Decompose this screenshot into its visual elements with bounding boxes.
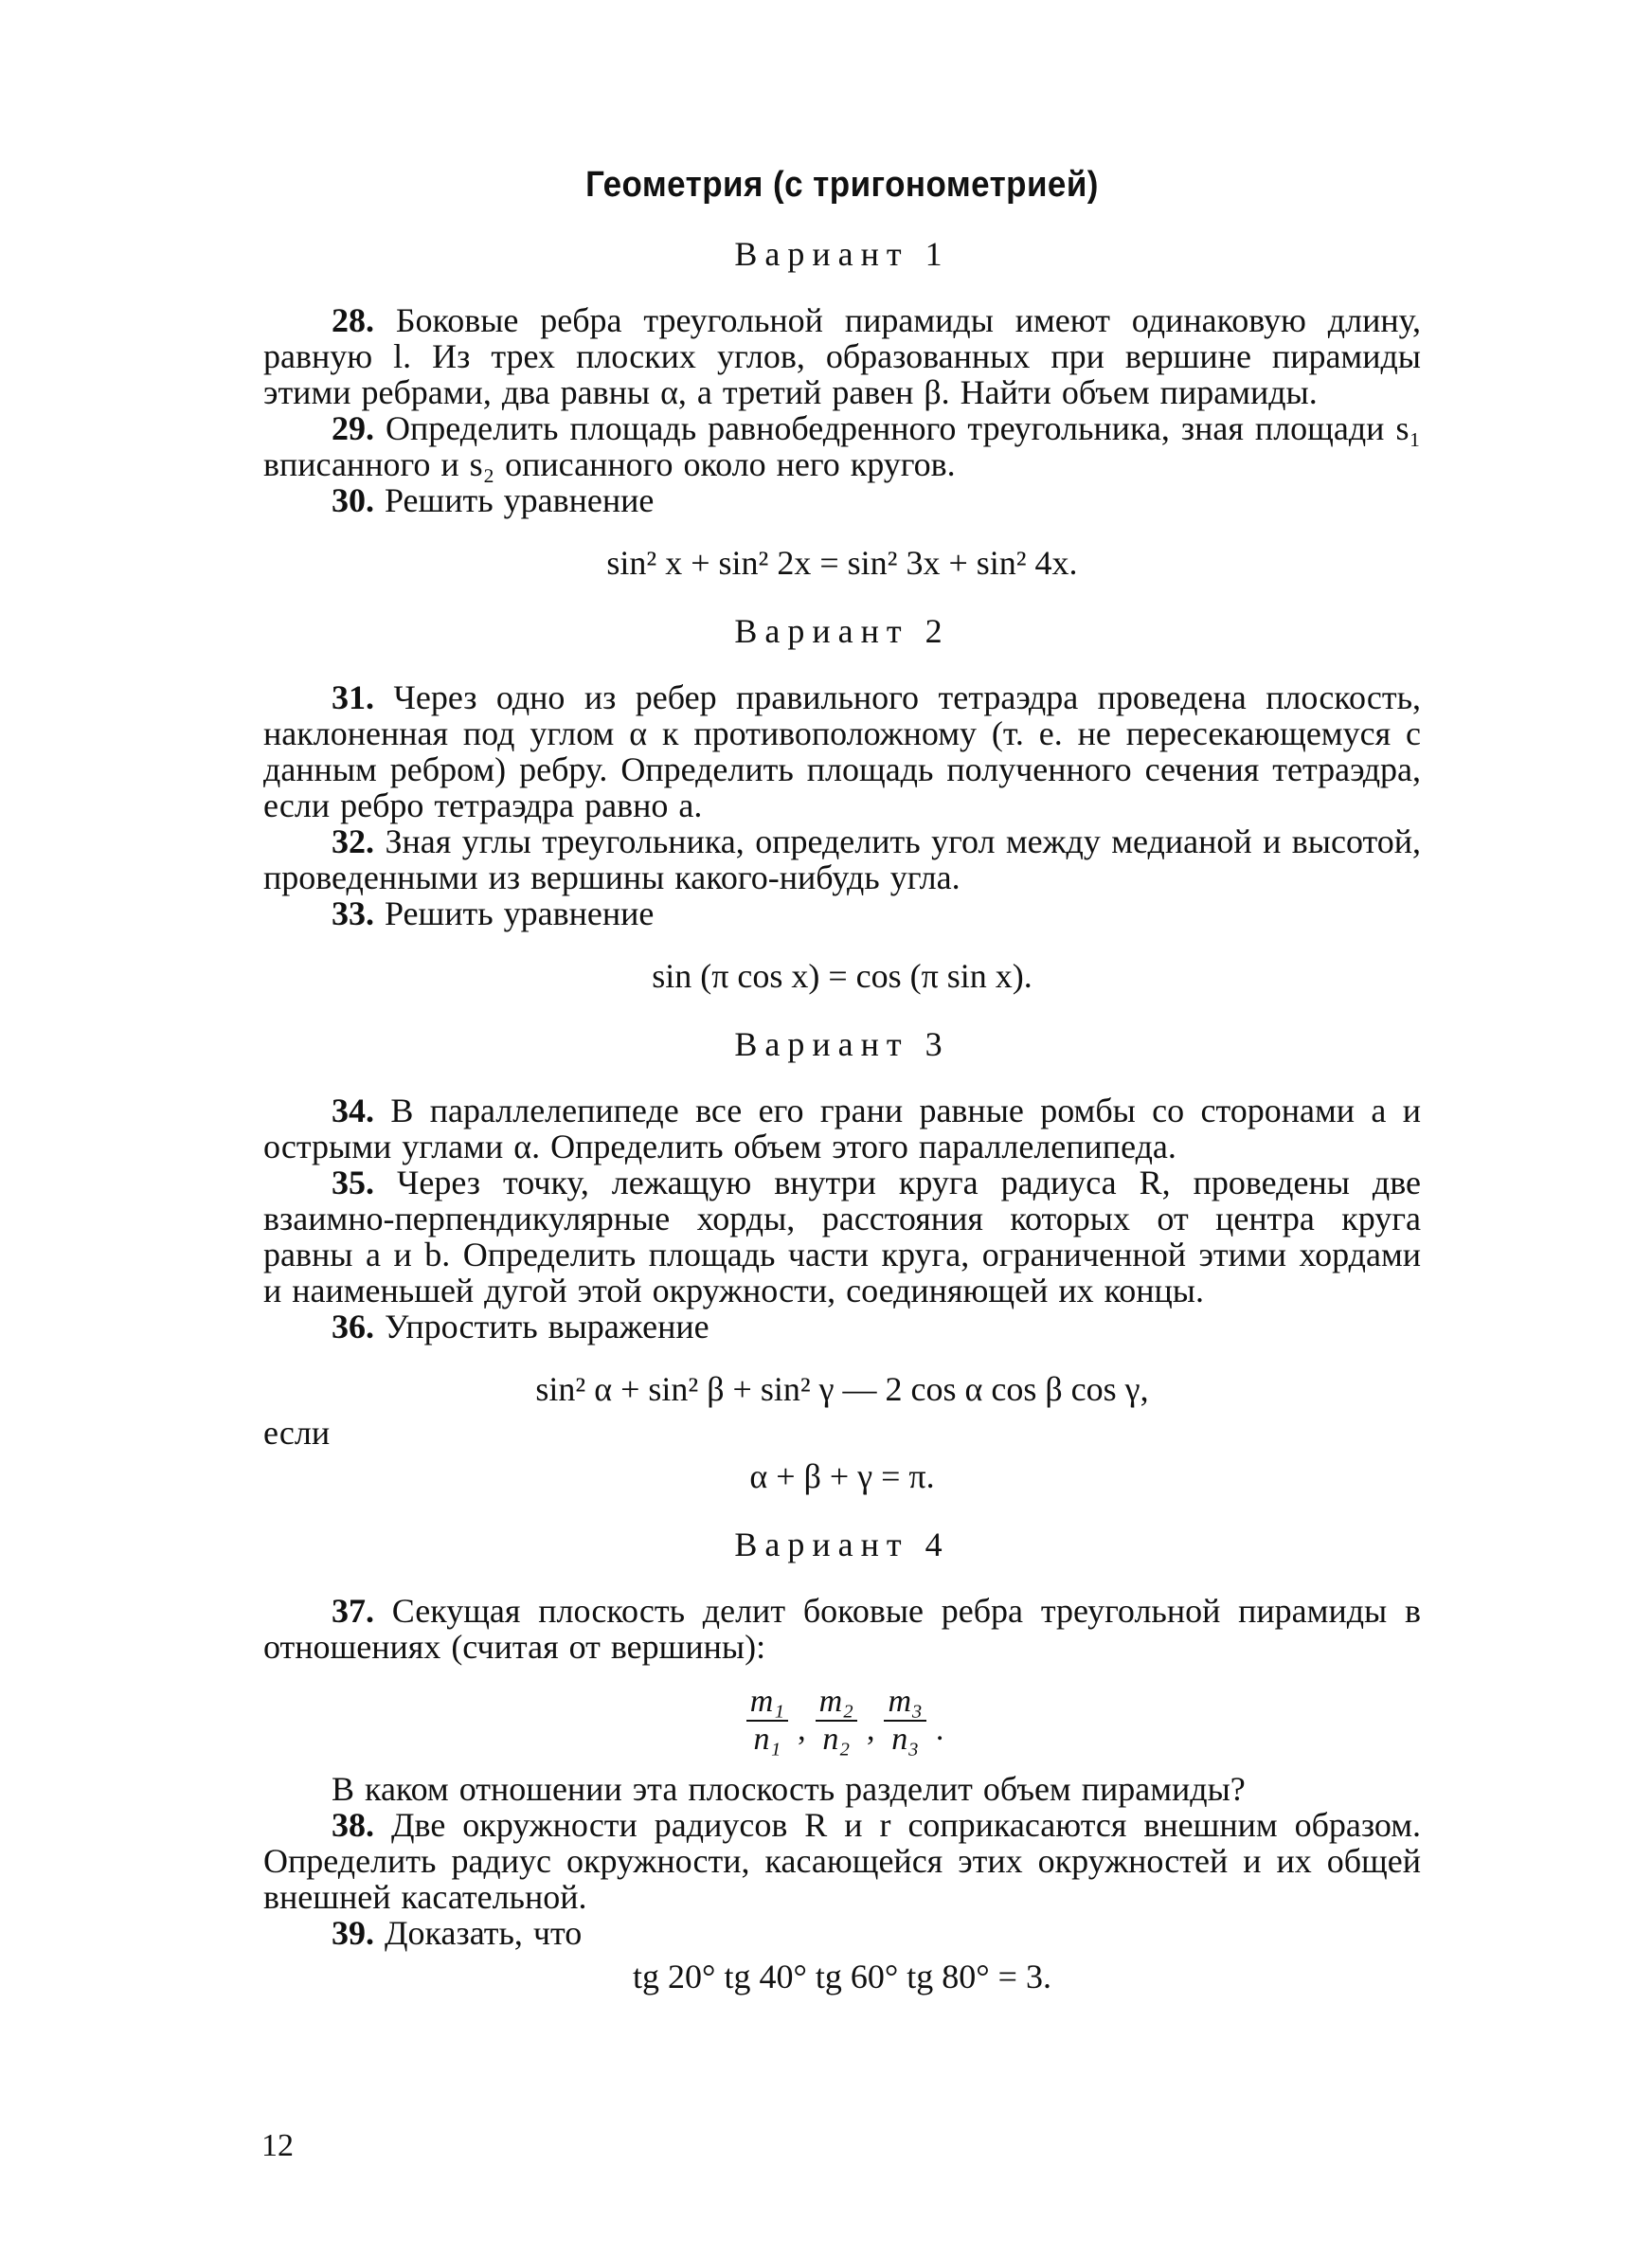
ratio-denominator: n₁ [753,1722,781,1757]
problem-text: Две окружности радиусов R и r соприкасаются внешним образом. Определить радиус окружности, касающейся этих окружностей и их общей внешней касательной. [263,1806,1422,1916]
problem-text: Зная углы треугольника, определить угол между медианой и высотой, проведенными из вершины какого-нибудь угла. [263,822,1422,896]
problem-30 [263,482,1421,518]
section-title: Геометрия (с тригонометрией) [585,165,1099,205]
problem-number: 28. [332,301,374,339]
ratio-1 [741,1684,794,1758]
problem-number: 32. [332,822,374,860]
problem-number: 35. [332,1164,374,1201]
equation-33: sin (π cos x) = cos (π sin x). [652,957,1032,995]
ratio-numerator: m₁ [746,1684,788,1722]
condition-36: α + β + γ = π. [749,1457,935,1495]
problem-text: Решить уравнение [385,894,655,932]
problem-33 [263,895,1421,931]
page-content [263,142,1421,2025]
equation-30: sin² x + sin² 2x = sin² 3x + sin² 4x. [606,544,1078,582]
problem-number: 39. [332,1914,374,1952]
problem-number: 30. [332,481,374,519]
problem-text: Определить площадь равнобедренного треугольника, зная площади s₁ вписанного и s₂ описанного около него кругов. [263,409,1422,483]
problem-text: Через одно из ребер правильного тетраэдра проведена плоскость, наклоненная под углом α к противоположному (т. е. не пересекающемуся с данным ребром) ребру. Определить площадь полученного сечения тетраэдра, если ребро тетраэдра равно a. [263,678,1421,824]
problem-text: Через точку, лежащую внутри круга радиуса R, проведены две взаимно-перпендикулярные хорды, расстояния которых от центра круга равны a и b. Определить площадь части круга, ограниченной этими хордами и наименьшей дугой этой окружности, соединяющей их концы. [263,1164,1421,1309]
problem-number: 33. [332,894,374,932]
problem-28 [263,302,1421,410]
problem-37 [263,1593,1421,1665]
problem-text: Боковые ребра треугольной пирамиды имеют одинаковую длину, равную l. Из трех плоских углов, образованных при вершине пирамиды этими ребрами, два равны α, а третий равен β. Найти объем пирамиды. [263,301,1421,411]
variant-2-heading: Вариант 2 [734,612,950,650]
problem-32 [263,823,1421,895]
problem-number: 37. [332,1592,374,1630]
problem-34 [263,1092,1421,1165]
problem-38 [263,1807,1421,1915]
problem-36 [263,1309,1421,1345]
equation-39: tg 20° tg 40° tg 60° tg 80° = 3. [633,1958,1051,1995]
problem-number: 29. [332,409,374,447]
ratio-2 [810,1684,863,1758]
page-number: 12 [261,2128,294,2163]
variant-4-heading: Вариант 4 [734,1526,950,1563]
problem-number: 38. [332,1806,374,1844]
variant-3-heading: Вариант 3 [734,1025,950,1063]
problem-text: Доказать, что [385,1914,583,1952]
ratio-numerator: m₂ [816,1684,857,1722]
ratio-denominator: n₃ [891,1722,920,1757]
problem-text: Упростить выражение [385,1308,709,1345]
period-separator: . [935,1712,944,1747]
problem-39 [263,1915,1421,1951]
ratio-numerator: m₃ [884,1684,925,1722]
condition-word: если [263,1414,331,1452]
problem-text: Решить уравнение [385,481,655,519]
ratio-denominator: n₂ [822,1722,851,1757]
expression-36: sin² α + sin² β + sin² γ — 2 cos α cos β cos γ, [535,1370,1149,1408]
variant-1-heading: Вариант 1 [734,235,950,273]
problem-29 [263,410,1421,482]
problem-number: 31. [332,678,374,716]
problem-number: 34. [332,1092,374,1129]
problem-number: 36. [332,1308,374,1345]
comma-separator: , [798,1712,806,1747]
ratio-3 [878,1684,931,1758]
problem-31 [263,679,1421,823]
problem-text: В параллелепипеде все его грани равные ромбы со сторонами a и острыми углами α. Определить объем этого параллелепипеда. [263,1092,1422,1165]
problem-text: Секущая плоскость делит боковые ребра треугольной пирамиды в отношениях (считая от вершины): [263,1592,1421,1666]
problem-35 [263,1165,1421,1309]
comma-separator: , [866,1712,875,1747]
ratios-37 [263,1684,1421,1758]
problem-37-question: В каком отношении эта плоскость разделит объем пирамиды? [332,1770,1246,1808]
